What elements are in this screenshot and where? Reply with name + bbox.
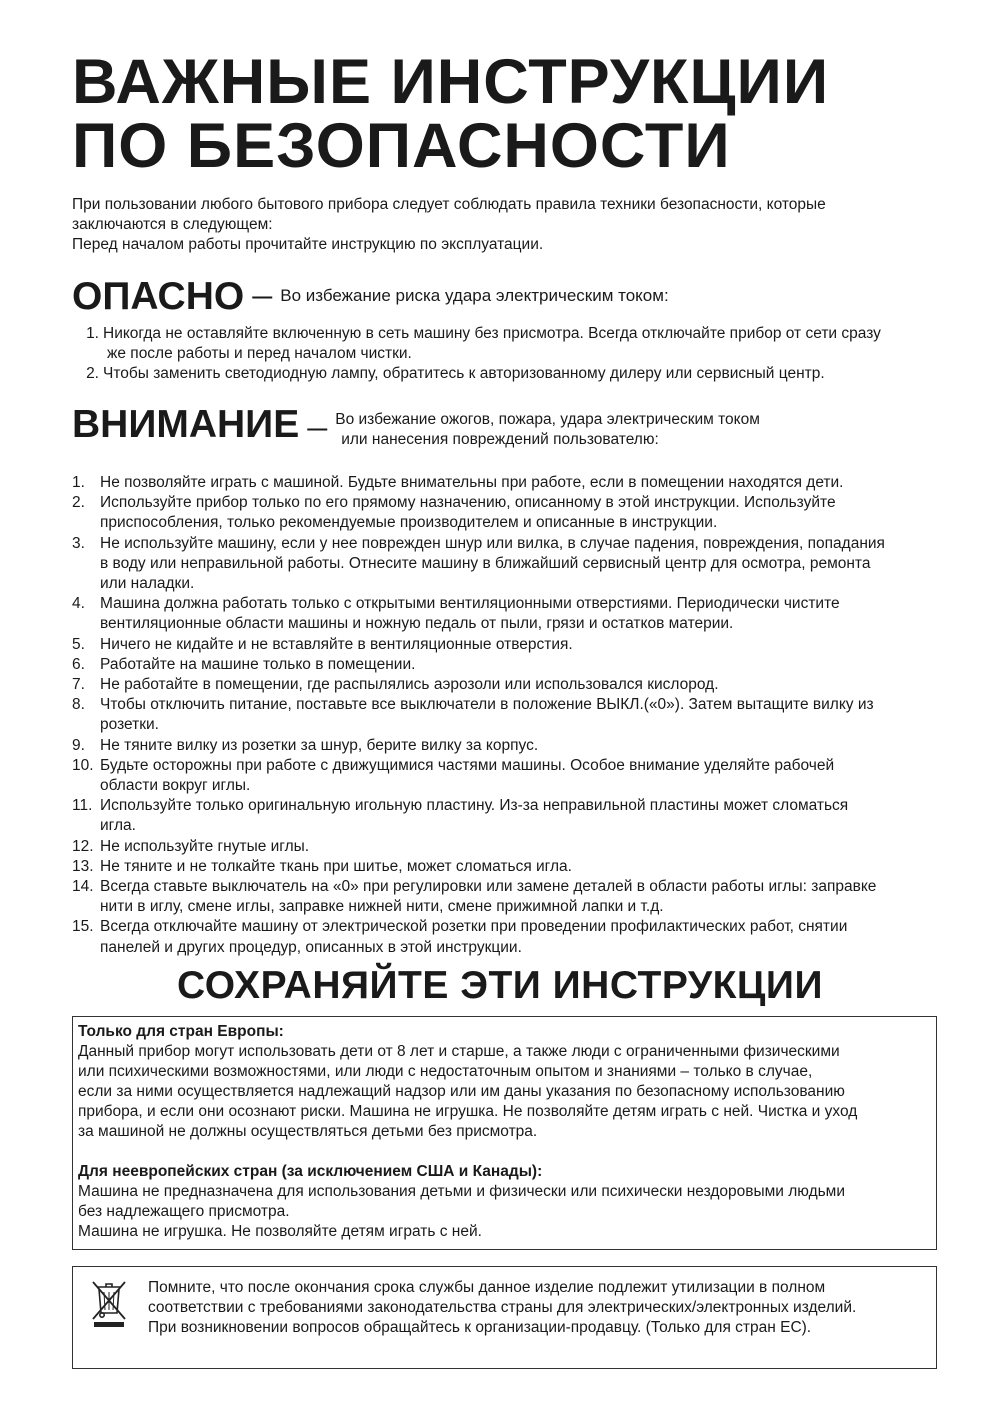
attention-item-line: Не используйте машину, если у нее поврежден шнур или вилка, в случае падения, повреждения, попадания	[100, 534, 885, 552]
europe-line-4: прибора, и если они осознают риски. Машина не игрушка. Не позволяйте детям играть с ней. Чистка и уход	[78, 1103, 858, 1120]
attention-item-line: Используйте только оригинальную игольную пластину. Из-за неправильной пластины может сломаться	[100, 797, 849, 815]
attention-item-line: Не используйте гнутые иглы.	[100, 837, 310, 855]
attention-item	[72, 837, 957, 857]
attention-item-number: 8.	[72, 696, 85, 714]
attention-item-number: 11.	[72, 797, 93, 815]
intro-paragraph	[72, 195, 932, 255]
danger-item-number: 2.	[86, 365, 99, 383]
attention-item	[72, 473, 957, 493]
attention-item-line: Машина должна работать только с открытыми вентиляционными отверстиями. Периодически чистите	[100, 595, 840, 613]
attention-heading: ВНИМАНИЕ	[72, 403, 300, 446]
attention-item-line: вентиляционные области машины и ножную педаль от пыли, грязи и остатков материи.	[100, 615, 734, 633]
attention-item-line: Всегда отключайте машину от электрической розетки при проведении профилактических работ, снятии	[100, 918, 848, 936]
attention-item-line: Ничего не кидайте и не вставляйте в вентиляционные отверстия.	[100, 635, 573, 653]
attention-item-number: 2.	[72, 494, 85, 512]
attention-item-line: игла.	[100, 817, 136, 835]
attention-item-number: 12.	[72, 837, 94, 855]
disposal-line-1: Помните, что после окончания срока службы данное изделие подлежит утилизации в полном	[148, 1279, 826, 1296]
attention-item-line: Не позволяйте играть с машиной. Будьте внимательны при работе, если в помещении находятся дети.	[100, 474, 844, 491]
danger-item-text	[103, 364, 957, 384]
disposal-notice	[72, 1266, 937, 1369]
attention-item-text	[100, 473, 957, 493]
europe-line-3: если за ними осуществляется надлежащий надзор или им даны указания по безопасному использованию	[78, 1083, 845, 1100]
disposal-line-3: При возникновении вопросов обращайтесь к организации-продавцу. (Только для стран ЕС).	[148, 1319, 812, 1336]
attention-item	[72, 594, 957, 634]
attention-item-number: 6.	[72, 655, 85, 673]
attention-item	[72, 675, 957, 695]
title-line-2: ПО БЕЗОПАСНОСТИ	[72, 111, 731, 181]
non-europe-heading: Для неевропейских стран (за исключением США и Канады):	[78, 1163, 543, 1180]
attention-item	[72, 493, 957, 533]
attention-item-text	[100, 493, 957, 533]
danger-header	[72, 277, 669, 317]
attention-item-line: розетки.	[100, 716, 159, 734]
intro-line-1: При пользовании любого бытового прибора следует соблюдать правила техники безопасности, которые	[72, 196, 826, 213]
non-europe-line-2: без надлежащего присмотра.	[78, 1203, 290, 1220]
attention-item-text	[100, 756, 957, 796]
attention-item-text	[100, 594, 957, 634]
danger-list	[72, 324, 957, 385]
attention-item	[72, 635, 957, 655]
attention-item	[72, 877, 957, 917]
non-europe-line-1: Машина не предназначена для использования детьми и физически или психически нездоровыми людьми	[78, 1183, 846, 1200]
attention-item	[72, 917, 957, 957]
attention-item-line: Используйте прибор только по его прямому назначению, описанному в этой инструкции. Используйте	[100, 494, 836, 512]
attention-list	[72, 473, 957, 958]
attention-item-number: 15.	[72, 918, 94, 936]
attention-item-line: или наладки.	[100, 575, 195, 593]
attention-subtitle	[335, 405, 760, 450]
danger-dash: —	[252, 286, 273, 308]
danger-item	[72, 364, 957, 384]
intro-line-2: заключаются в следующем:	[72, 216, 273, 233]
attention-item	[72, 756, 957, 796]
attention-dash: —	[307, 418, 328, 440]
attention-item-text	[100, 837, 957, 857]
europe-line-1: Данный прибор могут использовать дети от 8 лет и старше, а также люди с ограниченными физическими	[78, 1043, 840, 1060]
attention-header	[72, 405, 760, 450]
save-instructions-heading: СОХРАНЯЙТЕ ЭТИ ИНСТРУКЦИИ	[177, 964, 823, 1007]
danger-item-line: Никогда не оставляйте включенную в сеть машину без присмотра. Всегда отключайте прибор от сети сразу	[103, 325, 881, 342]
attention-item	[72, 857, 957, 877]
attention-item-number: 13.	[72, 857, 94, 875]
attention-item-text	[100, 857, 957, 877]
danger-item-line: Чтобы заменить светодиодную лампу, обратитесь к авторизованному дилеру или сервисный центр.	[103, 365, 825, 383]
attention-item	[72, 695, 957, 735]
attention-item-text	[100, 655, 957, 675]
crossed-out-wheelie-bin-icon	[89, 1277, 129, 1329]
attention-item-line: панелей и других процедур, описанных в этой инструкции.	[100, 938, 522, 956]
attention-item-line: Не работайте в помещении, где распылялись аэрозоли или использовался кислород.	[100, 676, 719, 694]
attention-item-line: приспособления, только рекомендуемые производителем и описанные в инструкции.	[100, 514, 718, 532]
attention-item-number: 1.	[72, 474, 85, 491]
attention-item-text	[100, 917, 957, 957]
europe-heading: Только для стран Европы:	[78, 1023, 284, 1040]
attention-item-number: 4.	[72, 595, 85, 613]
danger-item-text	[103, 324, 957, 364]
europe-line-2: или психическими возможностями, или люди с недостаточным опытом и знаниями – только в случае,	[78, 1063, 813, 1080]
attention-item-text	[100, 635, 957, 655]
attention-item-text	[100, 796, 957, 836]
attention-item-text	[100, 534, 957, 595]
attention-item-number: 3.	[72, 534, 85, 552]
title-line-1: ВАЖНЫЕ ИНСТРУКЦИИ	[72, 47, 830, 117]
disposal-text	[148, 1278, 938, 1338]
danger-subtitle: Во избежание риска удара электрическим током:	[280, 286, 669, 305]
intro-line-3: Перед началом работы прочитайте инструкцию по эксплуатации.	[72, 236, 544, 253]
attention-item	[72, 796, 957, 836]
attention-item-line: Будьте осторожны при работе с движущимися частями машины. Особое внимание уделяйте рабочей	[100, 756, 835, 774]
attention-item-line: области вокруг иглы.	[100, 777, 251, 795]
attention-item-number: 7.	[72, 676, 85, 694]
page-title	[72, 47, 830, 181]
attention-item-line: Не тяните и не толкайте ткань при шитье, может сломаться игла.	[100, 857, 572, 875]
attention-item	[72, 736, 957, 756]
attention-subtitle-line-1: Во избежание ожогов, пожара, удара электрическим током	[335, 411, 760, 428]
attention-item-line: Работайте на машине только в помещении.	[100, 655, 416, 673]
danger-heading: ОПАСНО	[72, 275, 245, 318]
attention-item-text	[100, 877, 957, 917]
attention-item-number: 9.	[72, 736, 85, 754]
europe-line-5: за машиной не должны осуществляться детьми без присмотра.	[78, 1123, 538, 1140]
attention-item-text	[100, 736, 957, 756]
age-restriction-box	[72, 1016, 937, 1250]
attention-item-line: Не тяните вилку из розетки за шнур, берите вилку за корпус.	[100, 736, 539, 754]
danger-item	[72, 324, 957, 364]
attention-item-text	[100, 675, 957, 695]
attention-item	[72, 655, 957, 675]
non-europe-line-3: Машина не игрушка. Не позволяйте детям играть с ней.	[78, 1223, 482, 1240]
attention-item-text	[100, 695, 957, 735]
attention-item-number: 14.	[72, 878, 94, 896]
attention-subtitle-line-2: или нанесения повреждений пользователю:	[341, 431, 659, 448]
attention-item	[72, 534, 957, 595]
attention-item-number: 5.	[72, 635, 85, 653]
danger-item-line: же после работы и перед началом чистки.	[107, 345, 412, 363]
attention-item-number: 10.	[72, 756, 94, 774]
attention-item-line: в воду или неправильной работы. Отнесите машину в ближайший сервисный центр для осмотра, ремонта	[100, 554, 871, 572]
spacer	[78, 1142, 931, 1162]
attention-item-line: Всегда ставьте выключатель на «0» при регулировки или замене деталей в области работы иглы: заправке	[100, 878, 877, 896]
disposal-line-2: соответствии с требованиями законодательства страны для электрических/электронных изделий.	[148, 1299, 857, 1316]
attention-item-line: Чтобы отключить питание, поставьте все выключатели в положение ВЫКЛ.(«0»). Затем вытащите вилку из	[100, 696, 874, 714]
attention-item-line: нити в иглу, смене иглы, заправке нижней нити, смене прижимной лапки и т.д.	[100, 898, 664, 916]
danger-item-number: 1.	[86, 325, 99, 342]
